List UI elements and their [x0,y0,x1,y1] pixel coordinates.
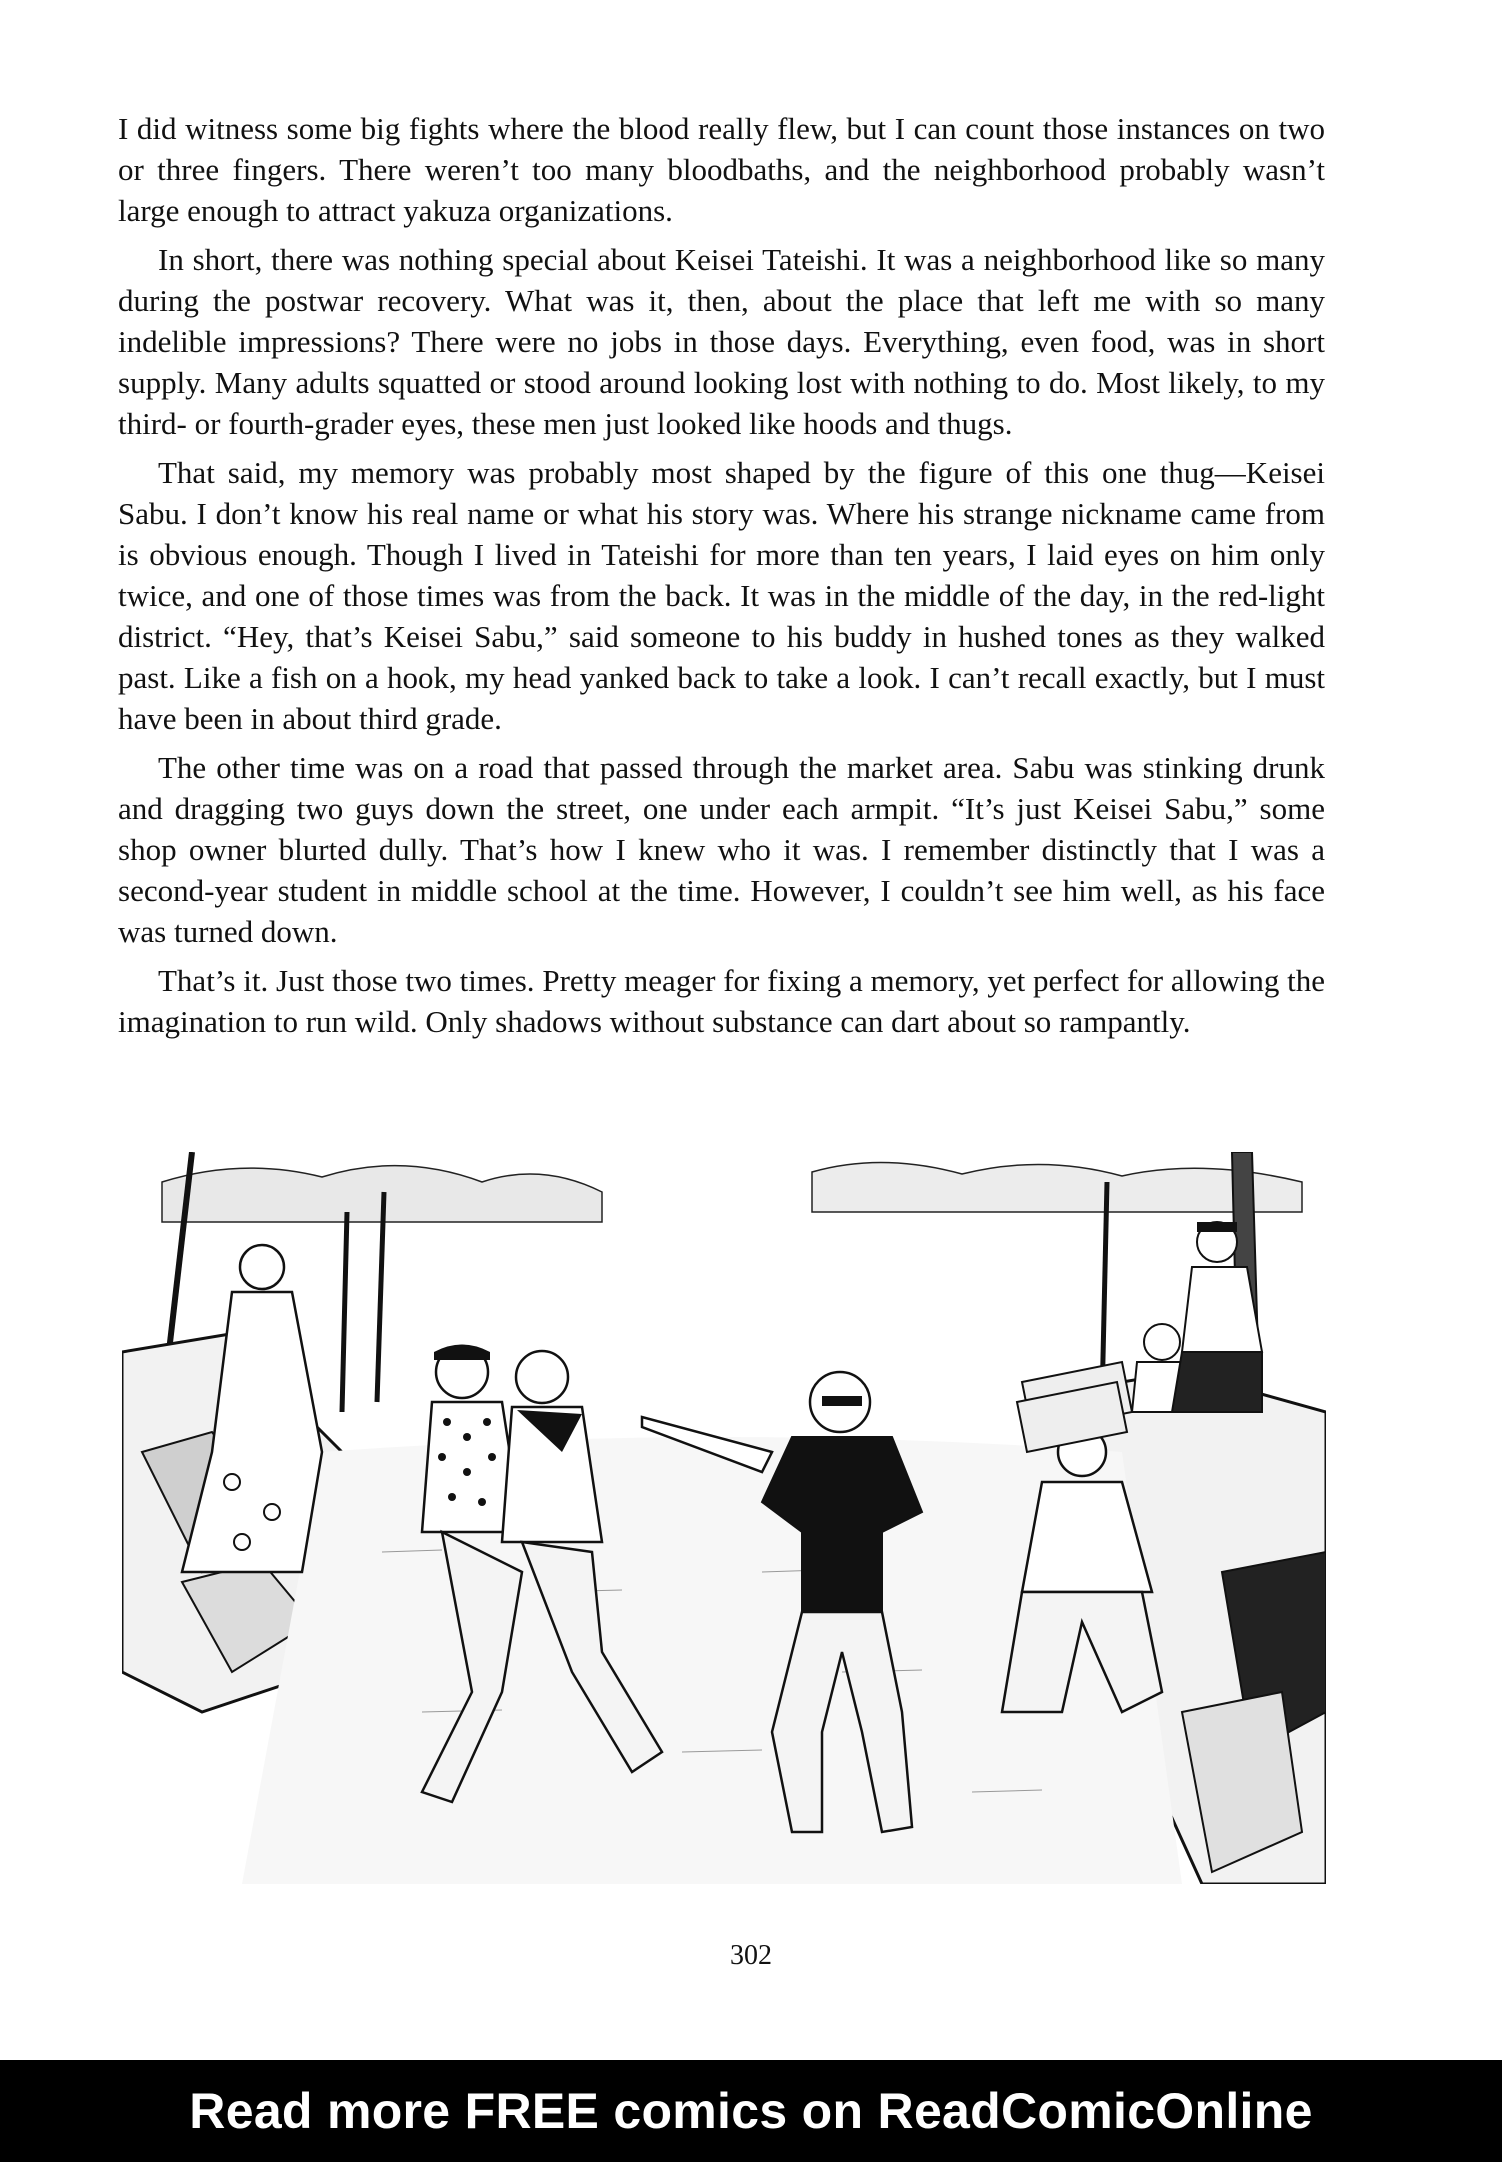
promo-link[interactable]: Read more FREE comics on ReadComicOnline [189,2083,1313,2139]
paragraph-3: That said, my memory was probably most shaped by the figure of this one thug—Keisei Sabu. I don’t know his real name or what his story was. Where his strange nickname came from is obvious enough. Though I lived in Tateishi for more than ten years, I laid eyes on him only twice, and one of those times was from the back. It was in the middle of the day, in the red-light district. “Hey, that’s Keisei Sabu,” said someone to his buddy in hushed tones as they walked past. Like a fish on a hook, my head yanked back to take a look. I can’t recall exactly, but I must have been in about third grade. [118,455,1325,736]
body-text [118,108,1325,1050]
paragraph-2: In short, there was nothing special about Keisei Tateishi. It was a neighborhood like so many during the postwar recovery. What was it, then, about the place that left me with so many indelible impressions? There were no jobs in those days. Everything, even food, was in short supply. Many adults squatted or stood around looking lost with nothing to do. Most likely, to my third- or fourth-grader eyes, these men just looked like hoods and thugs. [118,242,1325,441]
page-number: 302 [730,1940,772,1971]
illustration-drawing [122,1152,1326,1884]
promo-banner [0,2060,1502,2162]
manga-illustration [122,1152,1326,1884]
paragraph-1: I did witness some big fights where the blood really flew, but I can count those instances on two or three fingers. There weren’t too many bloodbaths, and the neighborhood probably wasn’t large enough to attract yakuza organizations. [118,111,1325,228]
paragraph-5: That’s it. Just those two times. Pretty meager for fixing a memory, yet perfect for allowing the imagination to run wild. Only shadows without substance can dart about so rampantly. [118,963,1325,1039]
paragraph-4: The other time was on a road that passed through the market area. Sabu was stinking drunk and dragging two guys down the street, one under each armpit. “It’s just Keisei Sabu,” some shop owner blurted dully. That’s how I knew who it was. I remember distinctly that I was a second-year student in middle school at the time. However, I couldn’t see him well, as his face was turned down. [118,750,1325,949]
